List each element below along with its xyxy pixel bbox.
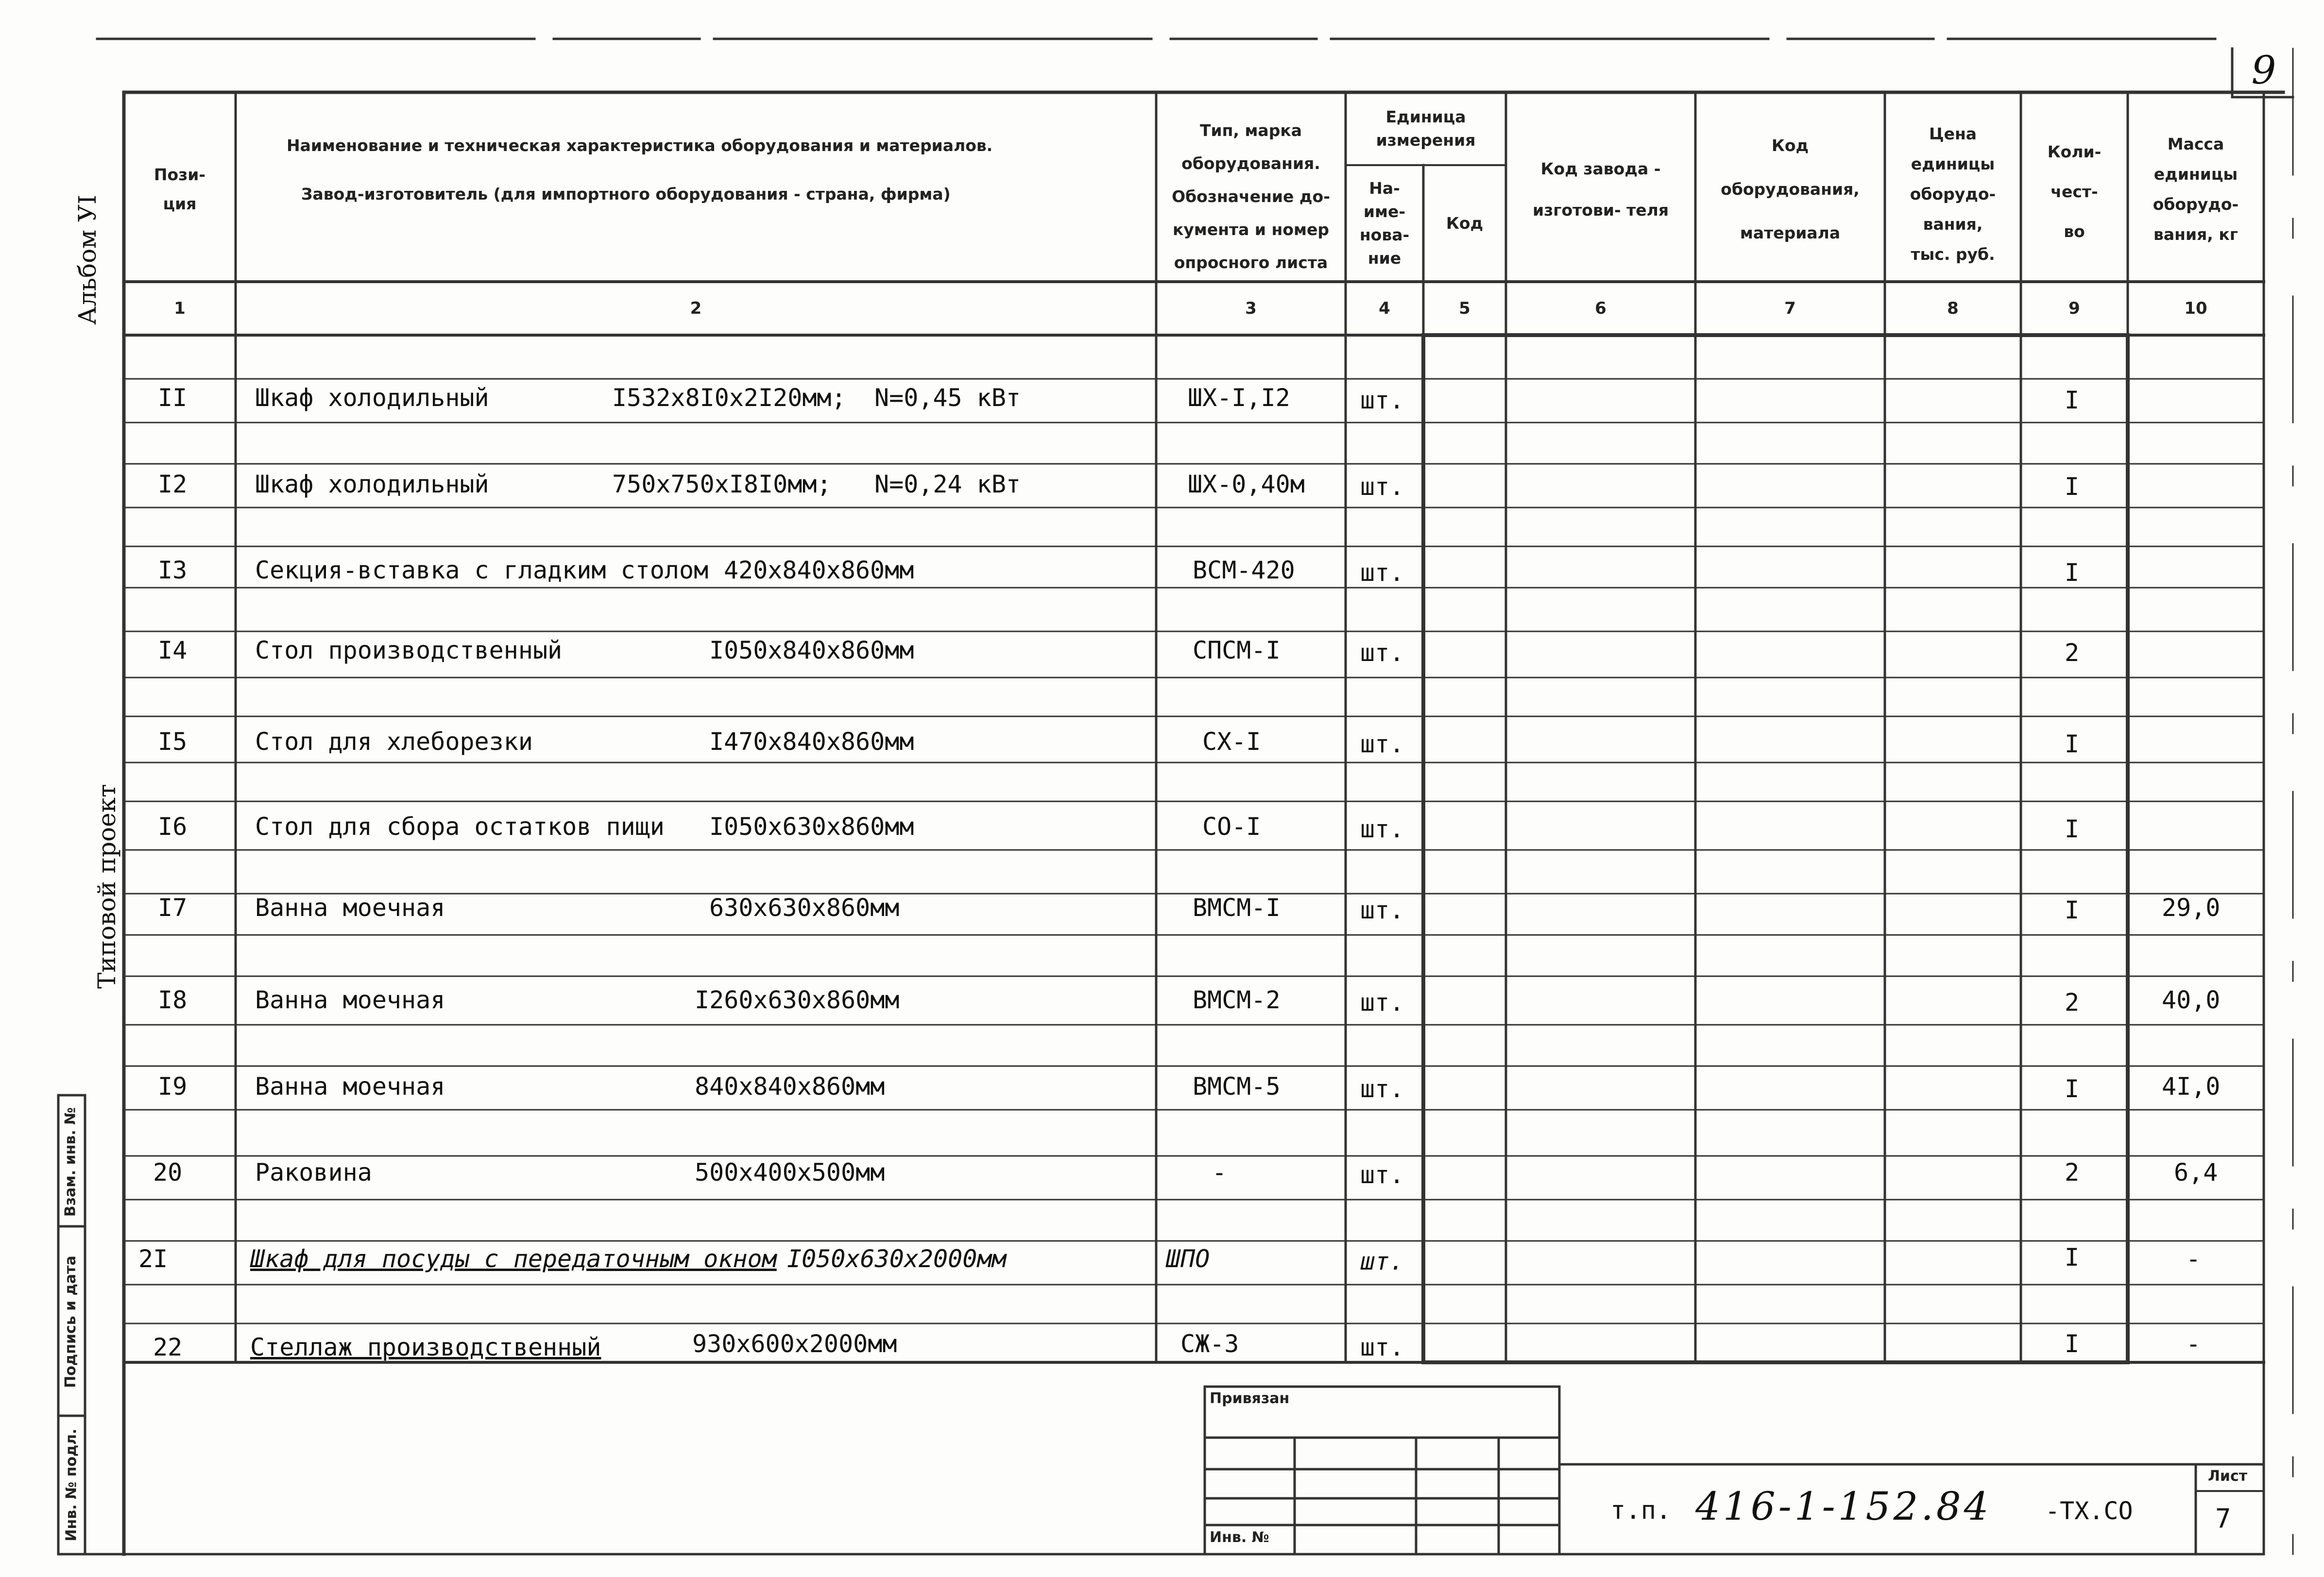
header-type: Тип, марка оборудования. Обозначение до- кумента и номер опросного листа bbox=[1172, 121, 1330, 272]
inv-no-label: Инв. № подл. bbox=[63, 1428, 80, 1542]
doc-prefix: т.п. bbox=[1610, 1496, 1672, 1525]
header-name bbox=[236, 121, 1156, 219]
row-unit: шт. bbox=[1360, 473, 1404, 501]
row-dims: 840x840x860мм bbox=[695, 1072, 885, 1101]
row-dims: 630x630x860мм bbox=[709, 894, 900, 922]
column-number: 3 bbox=[1245, 299, 1257, 318]
row-qty: I bbox=[2065, 1243, 2080, 1272]
row-unit: шт. bbox=[1360, 988, 1404, 1017]
row-type: ШХ-I,I2 bbox=[1188, 384, 1290, 412]
row-type: СЖ-3 bbox=[1180, 1330, 1239, 1358]
header-quantity: Коли- чест- во bbox=[2047, 142, 2102, 241]
row-unit: шт. bbox=[1360, 1333, 1404, 1361]
row-qty: I bbox=[2065, 730, 2080, 758]
row-dims: I470x840x860мм bbox=[709, 728, 914, 756]
column-number: 4 bbox=[1379, 299, 1390, 318]
row-type: ВМСМ-5 bbox=[1193, 1072, 1281, 1101]
row-dims: I050x840x860мм bbox=[709, 636, 914, 664]
row-position: I6 bbox=[158, 813, 188, 841]
row-power: N=0,24 кВт bbox=[874, 470, 1021, 498]
row-dims: 750x750xI8I0мм; bbox=[612, 470, 832, 498]
row-dims: I532x8I0x2I20мм; bbox=[612, 384, 846, 412]
project-label: Типовой проект bbox=[93, 784, 121, 989]
row-position: 20 bbox=[153, 1158, 183, 1187]
row-position: 2I bbox=[138, 1245, 168, 1273]
row-type: ШПО bbox=[1166, 1245, 1210, 1273]
row-type: СПСМ-I bbox=[1193, 636, 1281, 664]
row-mass: 29,0 bbox=[2162, 894, 2221, 922]
row-mass: 40,0 bbox=[2162, 986, 2221, 1014]
sheet-label: Лист bbox=[2208, 1468, 2248, 1485]
row-type: ШХ-0,40м bbox=[1188, 470, 1305, 498]
column-number: 2 bbox=[690, 299, 702, 318]
row-name: Шкаф холодильный bbox=[255, 470, 489, 498]
row-type: ВСМ-420 bbox=[1193, 556, 1295, 584]
row-name: Ванна моечная bbox=[255, 894, 445, 922]
row-name: Секция-вставка с гладким столом bbox=[255, 556, 709, 584]
row-position: II bbox=[158, 384, 188, 412]
column-number: 5 bbox=[1459, 299, 1470, 318]
row-qty: I bbox=[2065, 386, 2080, 414]
row-unit: шт. bbox=[1360, 896, 1404, 924]
header-name-line1: Наименование и техническая характеристика оборудования и материалов. bbox=[287, 136, 993, 155]
row-qty: 2 bbox=[2065, 639, 2080, 667]
row-name: Раковина bbox=[255, 1158, 372, 1187]
row-name: Стол для сбора остатков пищи bbox=[255, 813, 665, 841]
row-qty: I bbox=[2065, 1330, 2080, 1358]
row-dims: I260x630x860мм bbox=[695, 986, 900, 1014]
row-unit: шт. bbox=[1360, 815, 1404, 843]
row-type: СО-I bbox=[1202, 813, 1261, 841]
row-name: Шкаф для посуды с передаточным окном bbox=[250, 1245, 777, 1273]
row-dims: 930x600x2000мм bbox=[692, 1330, 897, 1358]
header-mass: Масса единицы оборудо- вания, кг bbox=[2153, 135, 2239, 244]
row-position: I2 bbox=[158, 470, 188, 498]
row-type: СХ-I bbox=[1202, 728, 1261, 756]
row-mass: 4I,0 bbox=[2162, 1072, 2221, 1101]
row-unit: шт. bbox=[1360, 1161, 1404, 1189]
row-qty: 2 bbox=[2065, 988, 2080, 1017]
row-qty: I bbox=[2065, 473, 2080, 501]
row-unit: шт. bbox=[1360, 386, 1404, 414]
row-name: Стол производственный bbox=[255, 636, 563, 664]
doc-number: 416-1-152.84 bbox=[1695, 1484, 1992, 1529]
row-qty: I bbox=[2065, 815, 2080, 843]
row-power: N=0,45 кВт bbox=[874, 384, 1021, 412]
row-name: Ванна моечная bbox=[255, 1072, 445, 1101]
row-type: - bbox=[1212, 1158, 1227, 1187]
row-unit: шт. bbox=[1360, 1075, 1404, 1103]
header-price: Цена единицы оборудо- вания, тыс. руб. bbox=[1910, 124, 1996, 264]
row-name: Стол для хлеборезки bbox=[255, 728, 533, 756]
row-type: ВМСМ-I bbox=[1193, 894, 1281, 922]
row-mass: - bbox=[2186, 1330, 2201, 1358]
row-dims: I050x630x860мм bbox=[709, 813, 914, 841]
row-qty: I bbox=[2065, 559, 2080, 587]
row-name: Шкаф холодильный bbox=[255, 384, 489, 412]
row-position: I5 bbox=[158, 728, 188, 756]
page-number: 9 bbox=[2251, 48, 2276, 93]
header-unit-name: На- име- нова- ние bbox=[1359, 179, 1410, 268]
row-dims: I050x630x2000мм bbox=[787, 1245, 1007, 1273]
row-qty: I bbox=[2065, 1075, 2080, 1103]
row-position: I4 bbox=[158, 636, 188, 664]
header-unit-code: Код bbox=[1446, 214, 1484, 233]
row-name: Стеллаж производственный bbox=[250, 1333, 601, 1361]
header-factory-code: Код завода - изготови- теля bbox=[1532, 159, 1669, 220]
row-position: I8 bbox=[158, 986, 188, 1014]
row-position: I9 bbox=[158, 1072, 188, 1101]
row-qty: 2 bbox=[2065, 1158, 2080, 1187]
row-mass: 6,4 bbox=[2174, 1158, 2218, 1187]
replace-inv-label: Взам. инв. № bbox=[62, 1107, 79, 1217]
row-position: I3 bbox=[158, 556, 188, 584]
row-qty: I bbox=[2065, 896, 2080, 924]
column-number: 7 bbox=[1784, 299, 1796, 318]
row-type: ВМСМ-2 bbox=[1193, 986, 1281, 1014]
row-mass: - bbox=[2186, 1245, 2201, 1273]
sheet-number: 7 bbox=[2215, 1503, 2231, 1534]
header-equipment-code: Код оборудования, материала bbox=[1721, 136, 1860, 242]
header-unit-group: Единица измерения bbox=[1376, 107, 1476, 150]
column-number: 9 bbox=[2068, 299, 2080, 318]
album-label: Альбом УI bbox=[73, 195, 102, 325]
row-dims: 500x400x500мм bbox=[695, 1158, 885, 1187]
row-position: 22 bbox=[153, 1333, 183, 1361]
bound-label: Привязан bbox=[1210, 1390, 1290, 1407]
row-position: I7 bbox=[158, 894, 188, 922]
doc-suffix: -ТХ.СО bbox=[2045, 1497, 2133, 1525]
row-unit: шт. bbox=[1360, 730, 1404, 758]
column-number: 10 bbox=[2184, 299, 2207, 318]
row-name: Ванна моечная bbox=[255, 986, 445, 1014]
header-position: Пози- ция bbox=[154, 165, 206, 213]
row-unit: шт. bbox=[1360, 639, 1404, 667]
column-number: 1 bbox=[174, 299, 186, 318]
row-unit: шт. bbox=[1360, 1247, 1404, 1275]
column-number: 8 bbox=[1947, 299, 1959, 318]
header-name-line2: Завод-изготовитель (для импортного оборудования - страна, фирма) bbox=[301, 185, 951, 203]
stamp-inv-label: Инв. № bbox=[1210, 1529, 1269, 1546]
column-number: 6 bbox=[1595, 299, 1606, 318]
row-dims: 420x840x860мм bbox=[724, 556, 914, 584]
sign-date-label: Подпись и дата bbox=[62, 1255, 79, 1388]
row-unit: шт. bbox=[1360, 559, 1404, 587]
